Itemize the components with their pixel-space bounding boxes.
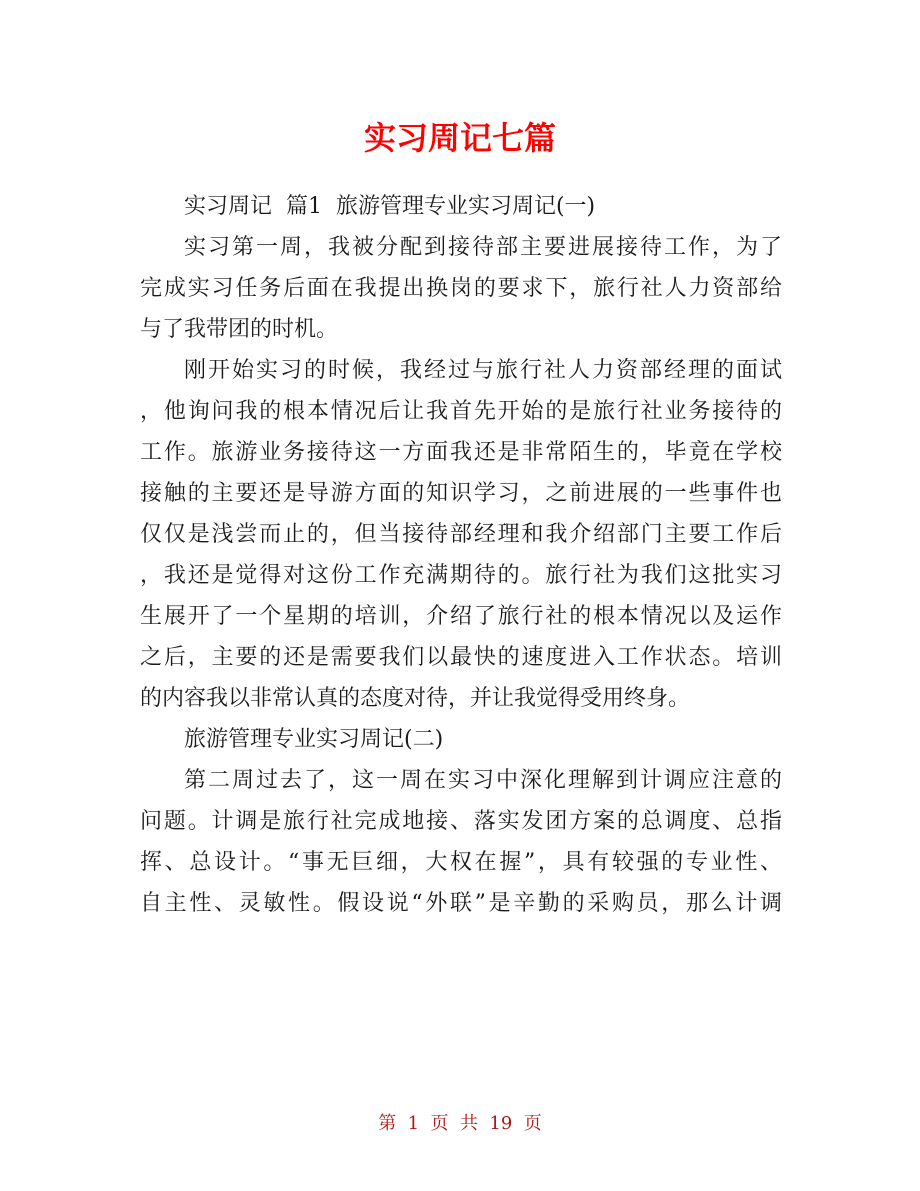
paragraph xyxy=(140,760,782,924)
text-line: 之后，主要的还是需要我们以最快的速度进入工作状态。培训 xyxy=(140,645,782,670)
paragraph xyxy=(140,227,782,350)
text-line: 仅仅是浅尝而止的，但当接待部经理和我介绍部门主要工作后 xyxy=(140,522,782,547)
paragraph xyxy=(140,350,782,719)
text-line: 第二周过去了，这一周在实习中深化理解到计调应注意的 xyxy=(184,768,782,793)
text-line: 生展开了一个星期的培训，介绍了旅行社的根本情况以及运作 xyxy=(140,604,782,629)
text-line: 实习第一周，我被分配到接待部主要进展接待工作，为了 xyxy=(184,235,782,260)
text-line: 问题。计调是旅行社完成地接、落实发团方案的总调度、总指 xyxy=(140,809,782,834)
text-line: 刚开始实习的时候，我经过与旅行社人力资部经理的面试 xyxy=(184,358,782,383)
text-line: 挥、总设计。“事无巨细，大权在握”，具有较强的专业性、 xyxy=(140,850,782,875)
text-line: ，我还是觉得对这份工作充满期待的。旅行社为我们这批实习 xyxy=(140,563,782,588)
text-line: 接触的主要还是导游方面的知识学习，之前进展的一些事件也 xyxy=(140,481,782,506)
text-line: 与了我带团的时机。 xyxy=(140,317,339,342)
text-line: 实习周记 篇1 旅游管理专业实习周记(一) xyxy=(184,194,596,219)
text-line: 完成实习任务后面在我提出换岗的要求下，旅行社人力资部给 xyxy=(140,276,782,301)
page-footer: 第 1 页 共 19 页 xyxy=(378,1113,542,1134)
text-line: 自主性、灵敏性。假设说“外联”是辛勤的采购员，那么计调 xyxy=(140,891,782,916)
text-line: 旅游管理专业实习周记(二) xyxy=(184,727,444,752)
section-heading xyxy=(140,186,782,227)
section-heading xyxy=(140,719,782,760)
text-line: 的内容我以非常认真的态度对待，并让我觉得受用终身。 xyxy=(140,686,691,711)
document-body xyxy=(140,186,782,924)
text-line: ，他询问我的根本情况后让我首先开始的是旅行社业务接待的 xyxy=(140,399,782,424)
text-line: 工作。旅游业务接待这一方面我还是非常陌生的，毕竟在学校 xyxy=(140,440,782,465)
document-title: 实习周记七篇 xyxy=(363,119,556,157)
